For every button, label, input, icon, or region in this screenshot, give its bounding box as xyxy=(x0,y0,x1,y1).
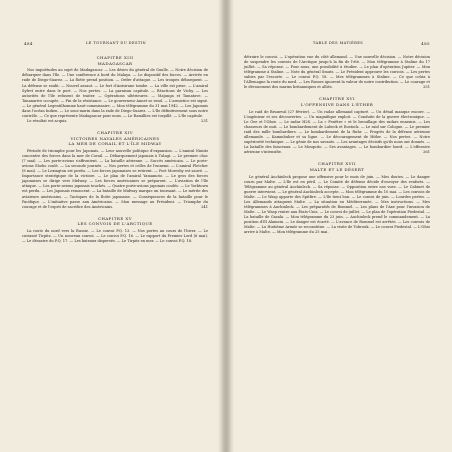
chapter-title: LA MER DE CORAIL ET L'ÎLE MIDWAY xyxy=(68,141,162,147)
page-reference: 251 xyxy=(423,85,430,90)
right-column xyxy=(244,55,430,235)
page-reference: 261 xyxy=(423,150,430,155)
chapter-heading: CHAPITRE XIV xyxy=(96,129,134,135)
chapter-title: LES CONVOIS DE L'ARCTIQUE xyxy=(77,221,153,227)
chapter-summary xyxy=(244,55,430,90)
chapter-summary xyxy=(244,110,430,155)
chapter-heading: CHAPITRE XVI xyxy=(318,96,356,102)
chapter-summary: La route du nord vers la Russie. — Le convoi P.Q. 13. — Nos pertes au cours de l'hiver. — Le cuirassé Tirpitz. — Un nouveau convoi. — Le convoi P.Q. 16. — Le rapport du Premier Lord (6 mai). — Le désastre du P.Q. 17. — Les bateaux dispersés. — Le Tirpitz en mer. — Le convoi P.Q. 18. xyxy=(22,229,208,244)
chapter-heading: CHAPITRE XV xyxy=(97,215,132,221)
chapter-summary: Nos inquiétudes au sujet de Madagascar. — Les désirs du général de Gaulle. — Notre décision de débarquer dans l'île. — Une conférence à bord du Malaya. — Le dispositif des forces. — Arrivée en rade de Diego-Suarez. — La flotte prend position. — Ordre d'attaque. — Les troupes débarquent. — La défense se raidit. — Nouvel assaut. — Le fort d'Antsirane tombe. — La ville est prise. — L'amiral Syfret entre dans le port. — Nos pertes. — La garnison capitule. — Réactions de Vichy. — Les autorités de l'île refusent de traiter. — Opérations ultérieures. — Majunga et Tamatave. — Tananarive occupée. — Fin de la résistance. — Le gouverneur Annet se rend. — L'armistice est signé. — Le général Legentilhomme haut-commissaire. — Mon télégramme du 31 mai 1942. — Les Japonais dans l'océan Indien. — Le sous-marin dans la rade de Diego-Suarez. — L'île définitivement sous notre contrôle. — Ce que représente Madagascar pour nous. — Le Ramillies est torpillé. — L'île capitule. xyxy=(22,68,208,118)
left-page xyxy=(0,0,222,452)
summary-text: Le résultat est acquis. xyxy=(27,118,68,123)
right-page xyxy=(230,0,452,452)
chapter-summary xyxy=(22,149,208,210)
right-running-title: TABLE DES MATIÈRES xyxy=(312,41,364,45)
chapter-title: VICTOIRES NAVALES AMÉRICAINES xyxy=(70,135,160,141)
summary-text: détruire le convoi. — L'opération vue du côté allemand. — Une nouvelle décision. — Notre décision de suspendre les convois de l'Arctique jusqu'à la fin de l'été. — Mon télégramme à Staline du 17 juillet. — Sa réponse. — Pour nous, une possibilité à étudier. — Le plan d'opération Jupiter. — Mon télégramme à Staline. — Note du général Smuts. — Le Président approuve les convois. — Les pertes subies par l'escorte. — Le convoi P.Q. 18. — Mes télégrammes à Staline. — Ce que coûta à l'Allemagne la route du nord. — Les Russes ignorent la valeur de notre contribution. — Le courage et le dévouement des marins britanniques et alliés. xyxy=(244,55,430,90)
chapter-title: L'OFFENSIVE DANS L'ÉTHER xyxy=(300,101,374,107)
chapter-heading: CHAPITRE XVII xyxy=(317,161,357,167)
chapter-heading: CHAPITRE XIII xyxy=(96,55,134,60)
left-column xyxy=(22,55,208,244)
left-page-number: 484 xyxy=(24,41,33,46)
left-running-title: LE TOURNANT DU DESTIN xyxy=(85,41,147,45)
summary-text: Période de triomphe pour les Japonais. — Leur nouvelle politique d'expansion. — L'amiral Nimitz concentre des forces dans la mer de Corail. — Débarquement japonais à Tulagi. — Le premier choc (7 mai). — Les porte-avions s'affrontent. — La bataille aérienne. — Succès américain. — Le porte-avions Shoho coulé. — La seconde journée. — Nos pertes et celles de l'ennemi. — L'amiral Fletcher (8 mai). — Le Lexington est perdu. — Les forces japonaises se retirent. — Port Moresby est sauvé. — Importance stratégique de la victoire. — Le plan de l'amiral Yamamoto. — Le gros des forces japonaises se dirige vers Midway. — Les forces américaines se préparent. — L'aviation de l'île attaque. — Les porte-avions japonais touchés. — Quatre porte-avions japonais coulés. — Le Yorktown est perdu. — Les Japonais renoncent. — La bataille de Midway marque un tournant. — Le mérite des aviateurs américains. — Tactiques de la flotte japonaise. — Conséquences de la bataille pour le Pacifique. — L'initiative passe aux Américains. — Mon message au Président. — Triomphe du courage et de l'esprit de sacrifice des Américains. xyxy=(22,149,208,209)
chapter-summary: Le général Auchinleck propose une offensive pour le mois de juin. — Mes doutes. — Le danger couru par Malte. — L'île est en péril. — Le Comité de défense décide d'envoyer des renforts. — Télégramme au général Auchinleck. — Sa réponse. — Opposition entre nos vues. — Le Cabinet de guerre intervient. — Le général Auchinleck accepte. — Mon télégramme du 10 mai. — Les convois de Malte. — Le Wasp apporte des Spitfire. — L'île tient bon. — Le convoi de juin. — Lourdes pertes. — Les Allemands attaquent Malte. — La situation en Méditerranée. — Mes instructions. — Mes télégrammes à Auchinleck. — Les préparatifs de Rommel. — Les plans de l'Axe pour l'invasion de Malte. — Le Wasp rentre aux États-Unis. — Le convoi de juillet. — Le plan de l'opération Piedestal. — La bataille de Gazala. — Mon télégramme du 23 juin. — Auchinleck prend le commandement. — La position d'El Alamein. — Le danger est écarté. — L'avance de Rommel est arrêtée. — Les convois de Malte. — La Huitième Armée se reconstitue. — La visite de Tobrouk. — Le convoi Piedestal. — L'Ohio arrive à Malte. — Mon télégramme du 25 mai. xyxy=(244,174,430,235)
summary-text: Le raid de Bruneval (27 février). — Un radar allemand capturé. — Un détail manque encore. — L'ingénieur et ses découvertes. — Un magnifique exploit. — Conduite de la guerre électronique. — Le Gee et l'Oboe. — Le radar H2S. — La « Fenêtre » et le brouillage des radars ennemis. — Les chasseurs de nuit. — Le bombardement de Lubeck et Rostock. — Le raid sur Cologne. — Le premier raid des mille bombardiers. — Le bombardement de la Ruhr. — Progrès de la défense aérienne allemande. — Kammhuber et sa ligne. — Le découragement de Hitler. — Nos pertes. — Notre supériorité technique. — Le génie de nos savants. — Les avantages décisifs qu'ils nous ont donnés. — La bataille des faisceaux. — Le Mosquito. — Ses avantages. — Le bombardier lourd. — L'offensive aérienne s'intensifie. xyxy=(244,109,430,155)
page-reference: 231 xyxy=(201,118,208,123)
chapter-title: MADAGASCAR xyxy=(97,60,133,66)
right-page-number: 485 xyxy=(421,41,430,46)
chapter-summary xyxy=(22,119,208,124)
book-gutter xyxy=(218,0,234,452)
chapter-title: MALTE ET LE DÉSERT xyxy=(309,166,365,172)
page-reference: 241 xyxy=(201,204,208,209)
